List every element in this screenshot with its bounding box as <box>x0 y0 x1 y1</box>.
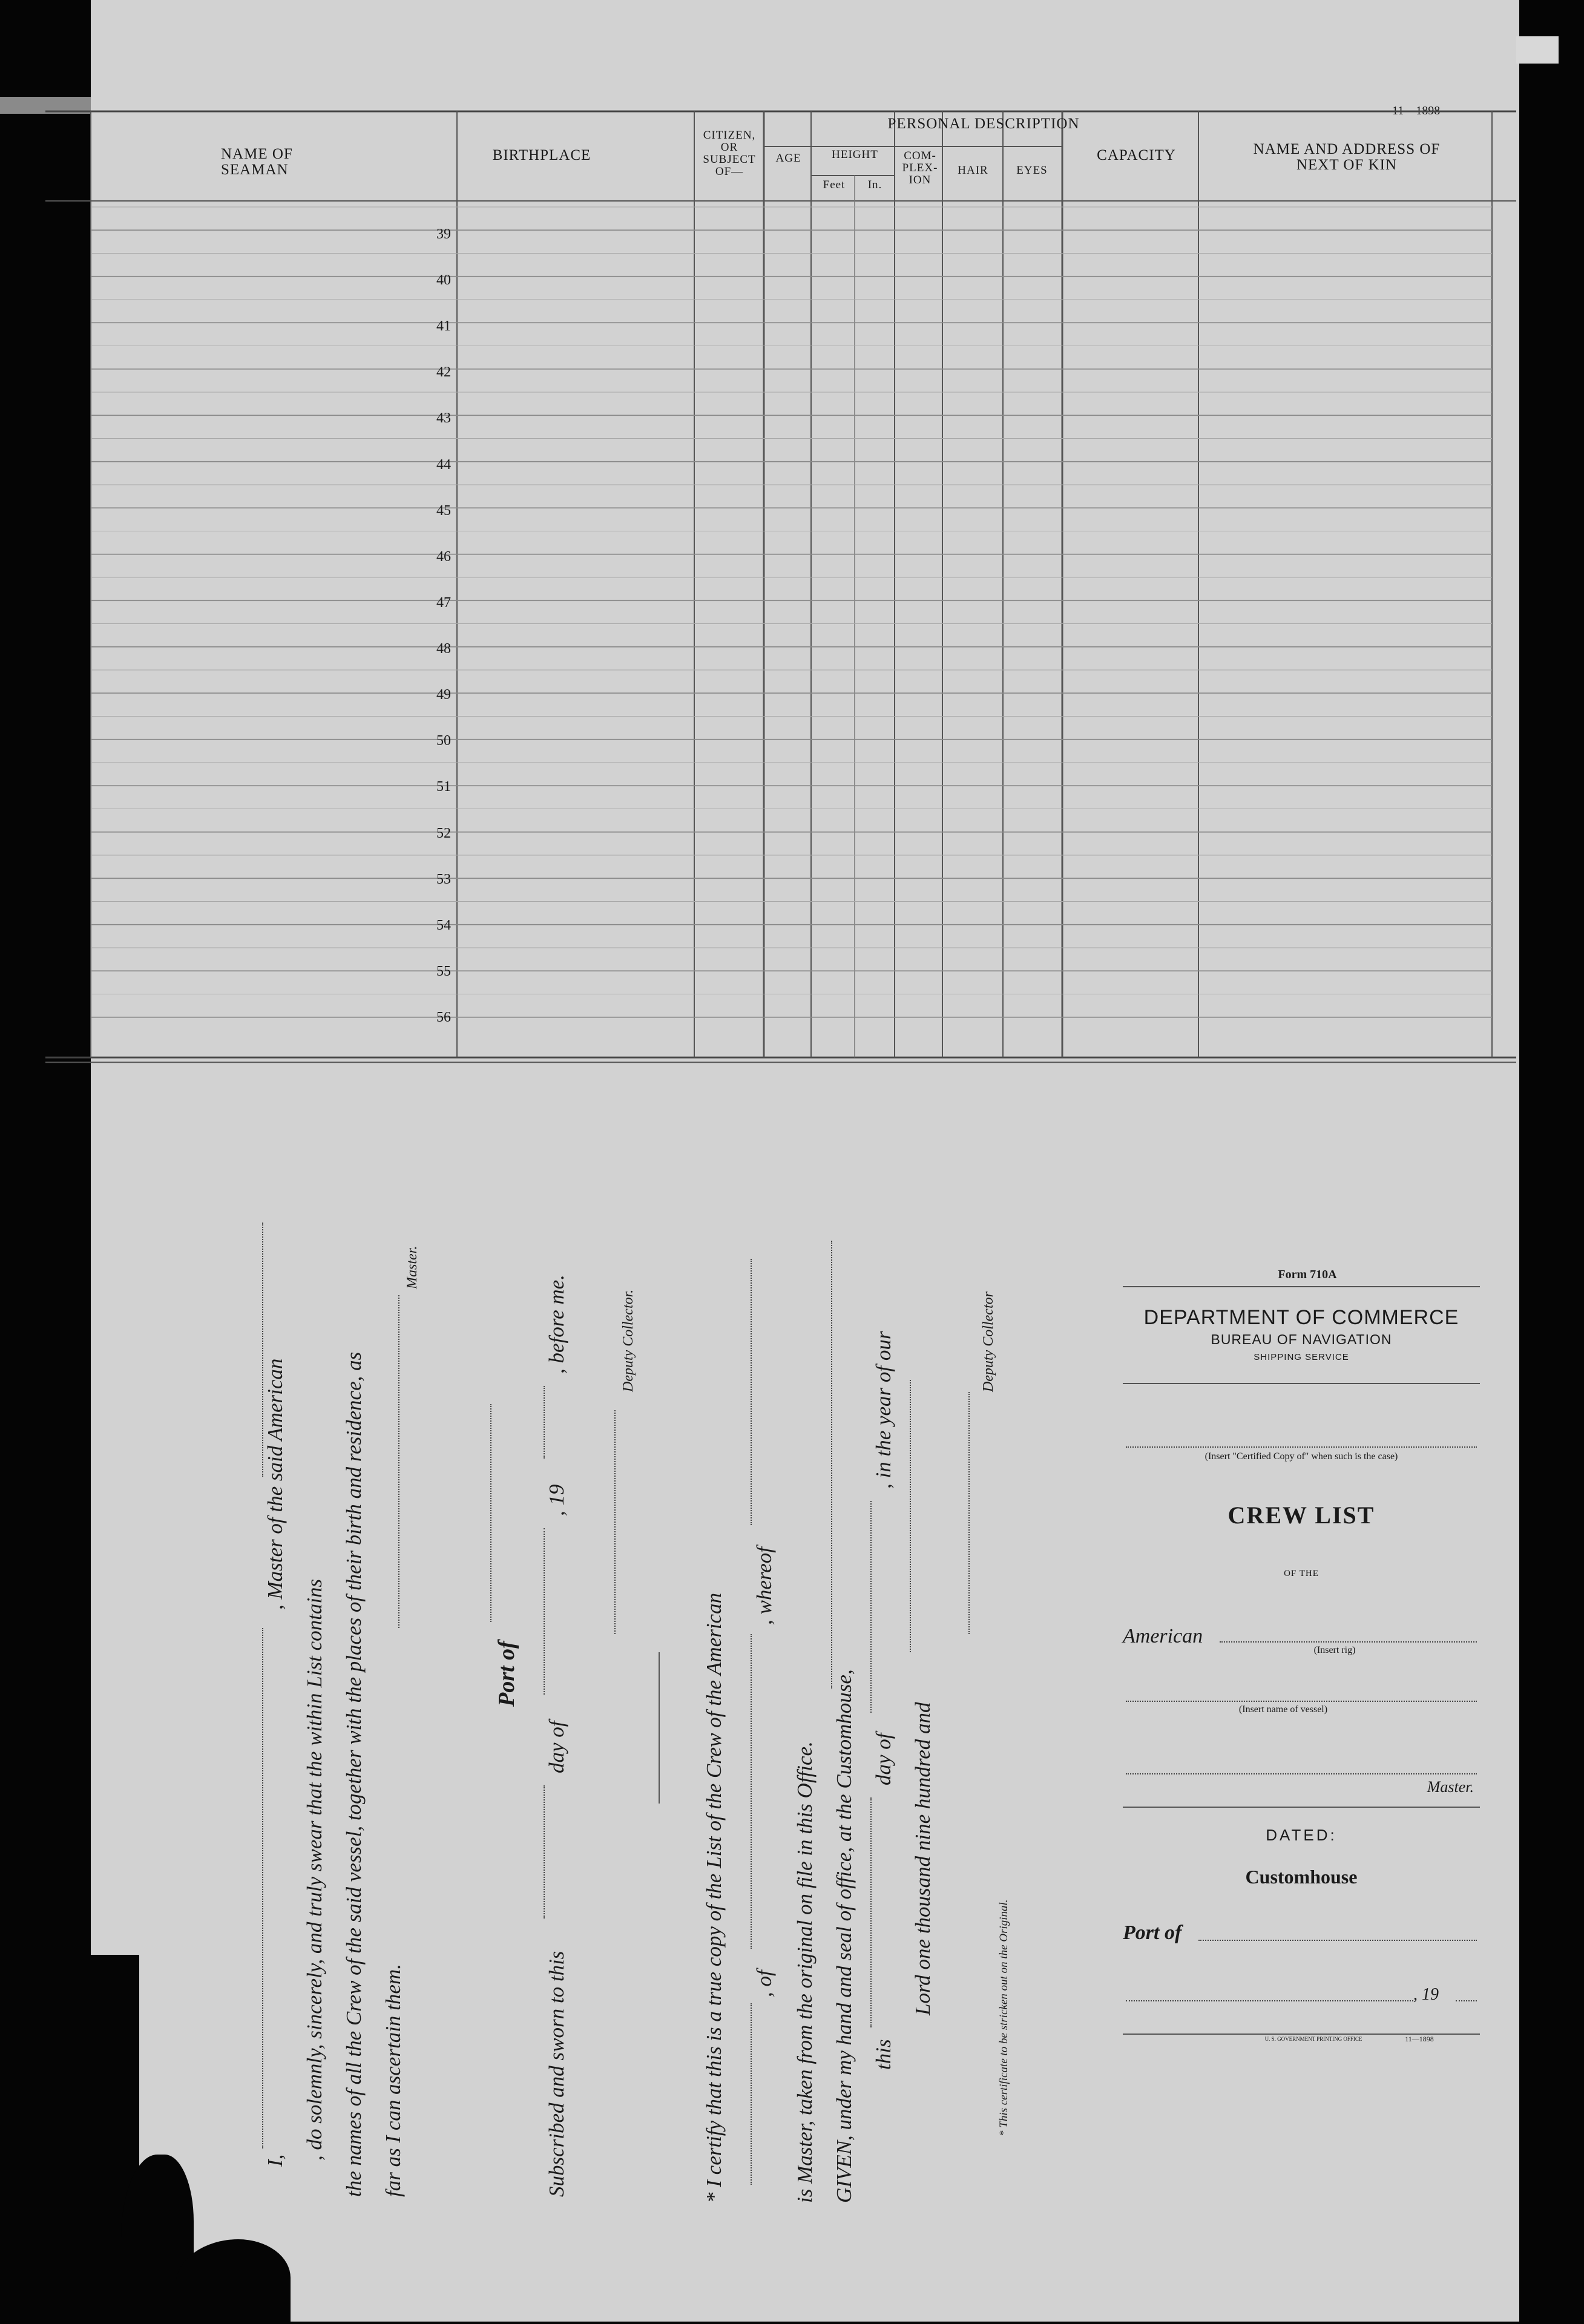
cover-rule-3 <box>1123 1807 1480 1808</box>
header-next-of-kin: NAME AND ADDRESS OF NEXT OF KIN <box>1253 141 1441 174</box>
cover-bureau: BUREAU OF NAVIGATION <box>1211 1331 1392 1347</box>
cert-month-blank <box>870 1501 872 1713</box>
subscribed-day-blank <box>544 1785 545 1919</box>
cover-port-blank <box>1198 1940 1477 1941</box>
row-number: 42 <box>436 364 451 381</box>
cover-department: DEPARTMENT OF COMMERCE <box>1143 1306 1459 1329</box>
row-number: 49 <box>436 687 451 703</box>
cert-vessel-blank <box>751 2003 752 2185</box>
oath-line-1a: I, <box>263 2154 287 2167</box>
row-number: 55 <box>436 963 451 979</box>
cover-vessel-blank <box>1126 1701 1477 1702</box>
section-divider <box>659 1652 660 1804</box>
cert-port-blank <box>751 1634 752 1949</box>
header-hair: HAIR <box>958 164 988 177</box>
oath-line-3: the names of all the Crew of the said vessel, together with the places of their birth and residence, as <box>342 1351 366 2197</box>
row-number: 46 <box>436 548 451 565</box>
crew-table <box>45 110 1516 1075</box>
cert-line-5b: day of <box>872 1733 895 1785</box>
row-number: 50 <box>436 733 451 749</box>
row-number: 44 <box>436 456 451 473</box>
port-of-label-1: Port of <box>494 1641 519 1707</box>
header-capacity: CAPACITY <box>1097 147 1176 163</box>
deputy-signature-blank-2 <box>968 1392 970 1634</box>
header-personal-description: PERSONAL DESCRIPTION <box>887 116 1080 132</box>
port-blank-1 <box>490 1404 491 1622</box>
cover-certified-blank <box>1126 1446 1477 1448</box>
header-eyes: EYES <box>1016 164 1048 177</box>
header-height: HEIGHT <box>832 148 878 161</box>
cover-title: CREW LIST <box>1227 1502 1375 1529</box>
header-complexion: COM- PLEX- ION <box>902 149 938 186</box>
cert-line-5c: , in the year of our <box>872 1331 895 1489</box>
row-number: 56 <box>436 1009 451 1025</box>
cover-rule-top <box>1123 1286 1480 1287</box>
row-number: 39 <box>436 226 451 242</box>
cover-rule-2 <box>1123 1383 1480 1384</box>
row-number: 51 <box>436 779 451 795</box>
cover-form-number: Form 710A <box>1278 1268 1337 1281</box>
cover-customhouse: Customhouse <box>1245 1866 1358 1888</box>
cover-service: SHIPPING SERVICE <box>1254 1352 1349 1362</box>
row-number: 53 <box>436 871 451 887</box>
oath-master-label: Master. <box>404 1246 420 1289</box>
paper-tab <box>1516 36 1559 64</box>
row-number: 43 <box>436 410 451 427</box>
cover-port-of: Port of <box>1123 1922 1182 1944</box>
subscribed-line-b: day of <box>545 1721 568 1773</box>
subscribed-line-c: , 19 <box>545 1484 568 1516</box>
deputy-collector-label-2: Deputy Collector <box>981 1292 996 1392</box>
subscribed-year-blank <box>544 1386 545 1459</box>
cover-year: , 19 <box>1413 1985 1439 2004</box>
subscribed-line-a: Subscribed and sworn to this <box>545 1951 568 2197</box>
cert-line-4: GIVEN, under my hand and seal of office, at the Customhouse, <box>832 1669 856 2203</box>
header-citizen: CITIZEN, OR SUBJECT OF— <box>703 129 756 178</box>
cover-dated: DATED: <box>1266 1826 1337 1844</box>
row-number: 41 <box>436 318 451 335</box>
row-number: 52 <box>436 825 451 841</box>
master-name-blank <box>262 1628 263 2148</box>
oath-line-2: , do solemnly, sincerely, and truly swear that the within List contains <box>303 1578 326 2161</box>
vessel-name-blank <box>262 1223 263 1477</box>
cover-printer-number: 11—1898 <box>1405 2035 1434 2043</box>
oath-line-4: far as I can ascertain them. <box>381 1964 405 2197</box>
cert-master-blank <box>751 1259 752 1525</box>
cert-line-2b: , whereof <box>752 1547 776 1625</box>
top-form-number: 11—1898 <box>1392 104 1441 117</box>
oath-line-1b: , Master of the said American <box>263 1358 287 1610</box>
cert-day-blank <box>870 1797 872 2027</box>
cert-line-5a: this <box>872 2039 895 2070</box>
master-signature-blank <box>398 1295 399 1628</box>
header-name-of-seaman: NAME OF SEAMAN <box>221 146 293 179</box>
cover-master: Master. <box>1427 1778 1474 1796</box>
cover-printer: U. S. GOVERNMENT PRINTING OFFICE <box>1264 2036 1362 2042</box>
cert-line-6: Lord one thousand nine hundred and <box>911 1702 935 2015</box>
cover-insert-rig: (Insert rig) <box>1313 1645 1356 1655</box>
cert-year-blank <box>910 1380 911 1652</box>
crew-table-grid <box>45 110 1516 1075</box>
row-number: 54 <box>436 917 451 933</box>
deputy-signature-blank-1 <box>614 1410 616 1634</box>
header-age: AGE <box>775 152 801 165</box>
row-number: 47 <box>436 594 451 611</box>
cover-insert-certified: (Insert "Certified Copy of" when such is the case) <box>1204 1451 1398 1462</box>
cert-footnote: * This certificate to be stricken out on the Original. <box>997 1899 1010 2136</box>
row-number: 48 <box>436 641 451 657</box>
cert-customhouse-blank <box>831 1241 832 1689</box>
cert-line-3: is Master, taken from the original on file in this Office. <box>793 1741 817 2203</box>
header-feet: Feet <box>823 179 846 191</box>
cover-rig-blank <box>1220 1641 1477 1643</box>
cover-master-blank <box>1126 1773 1477 1774</box>
cover-american: American <box>1123 1625 1203 1647</box>
subscribed-line-d: , before me. <box>545 1275 568 1374</box>
header-inches: In. <box>867 179 882 191</box>
cert-line-1: * I certify that this is a true copy of the List of the Crew of the American <box>702 1592 726 2203</box>
cert-line-2a: , of <box>752 1970 776 1997</box>
subscribed-month-blank <box>544 1528 545 1695</box>
row-number: 45 <box>436 502 451 519</box>
cover-date-blank <box>1126 2000 1413 2001</box>
deputy-collector-label-1: Deputy Collector. <box>620 1289 636 1392</box>
cover-insert-name: (Insert name of vessel) <box>1238 1704 1328 1715</box>
row-number: 40 <box>436 272 451 289</box>
cover-of-the: OF THE <box>1284 1569 1319 1578</box>
cover-year-blank <box>1456 2000 1477 2001</box>
header-birthplace: BIRTHPLACE <box>492 147 591 163</box>
